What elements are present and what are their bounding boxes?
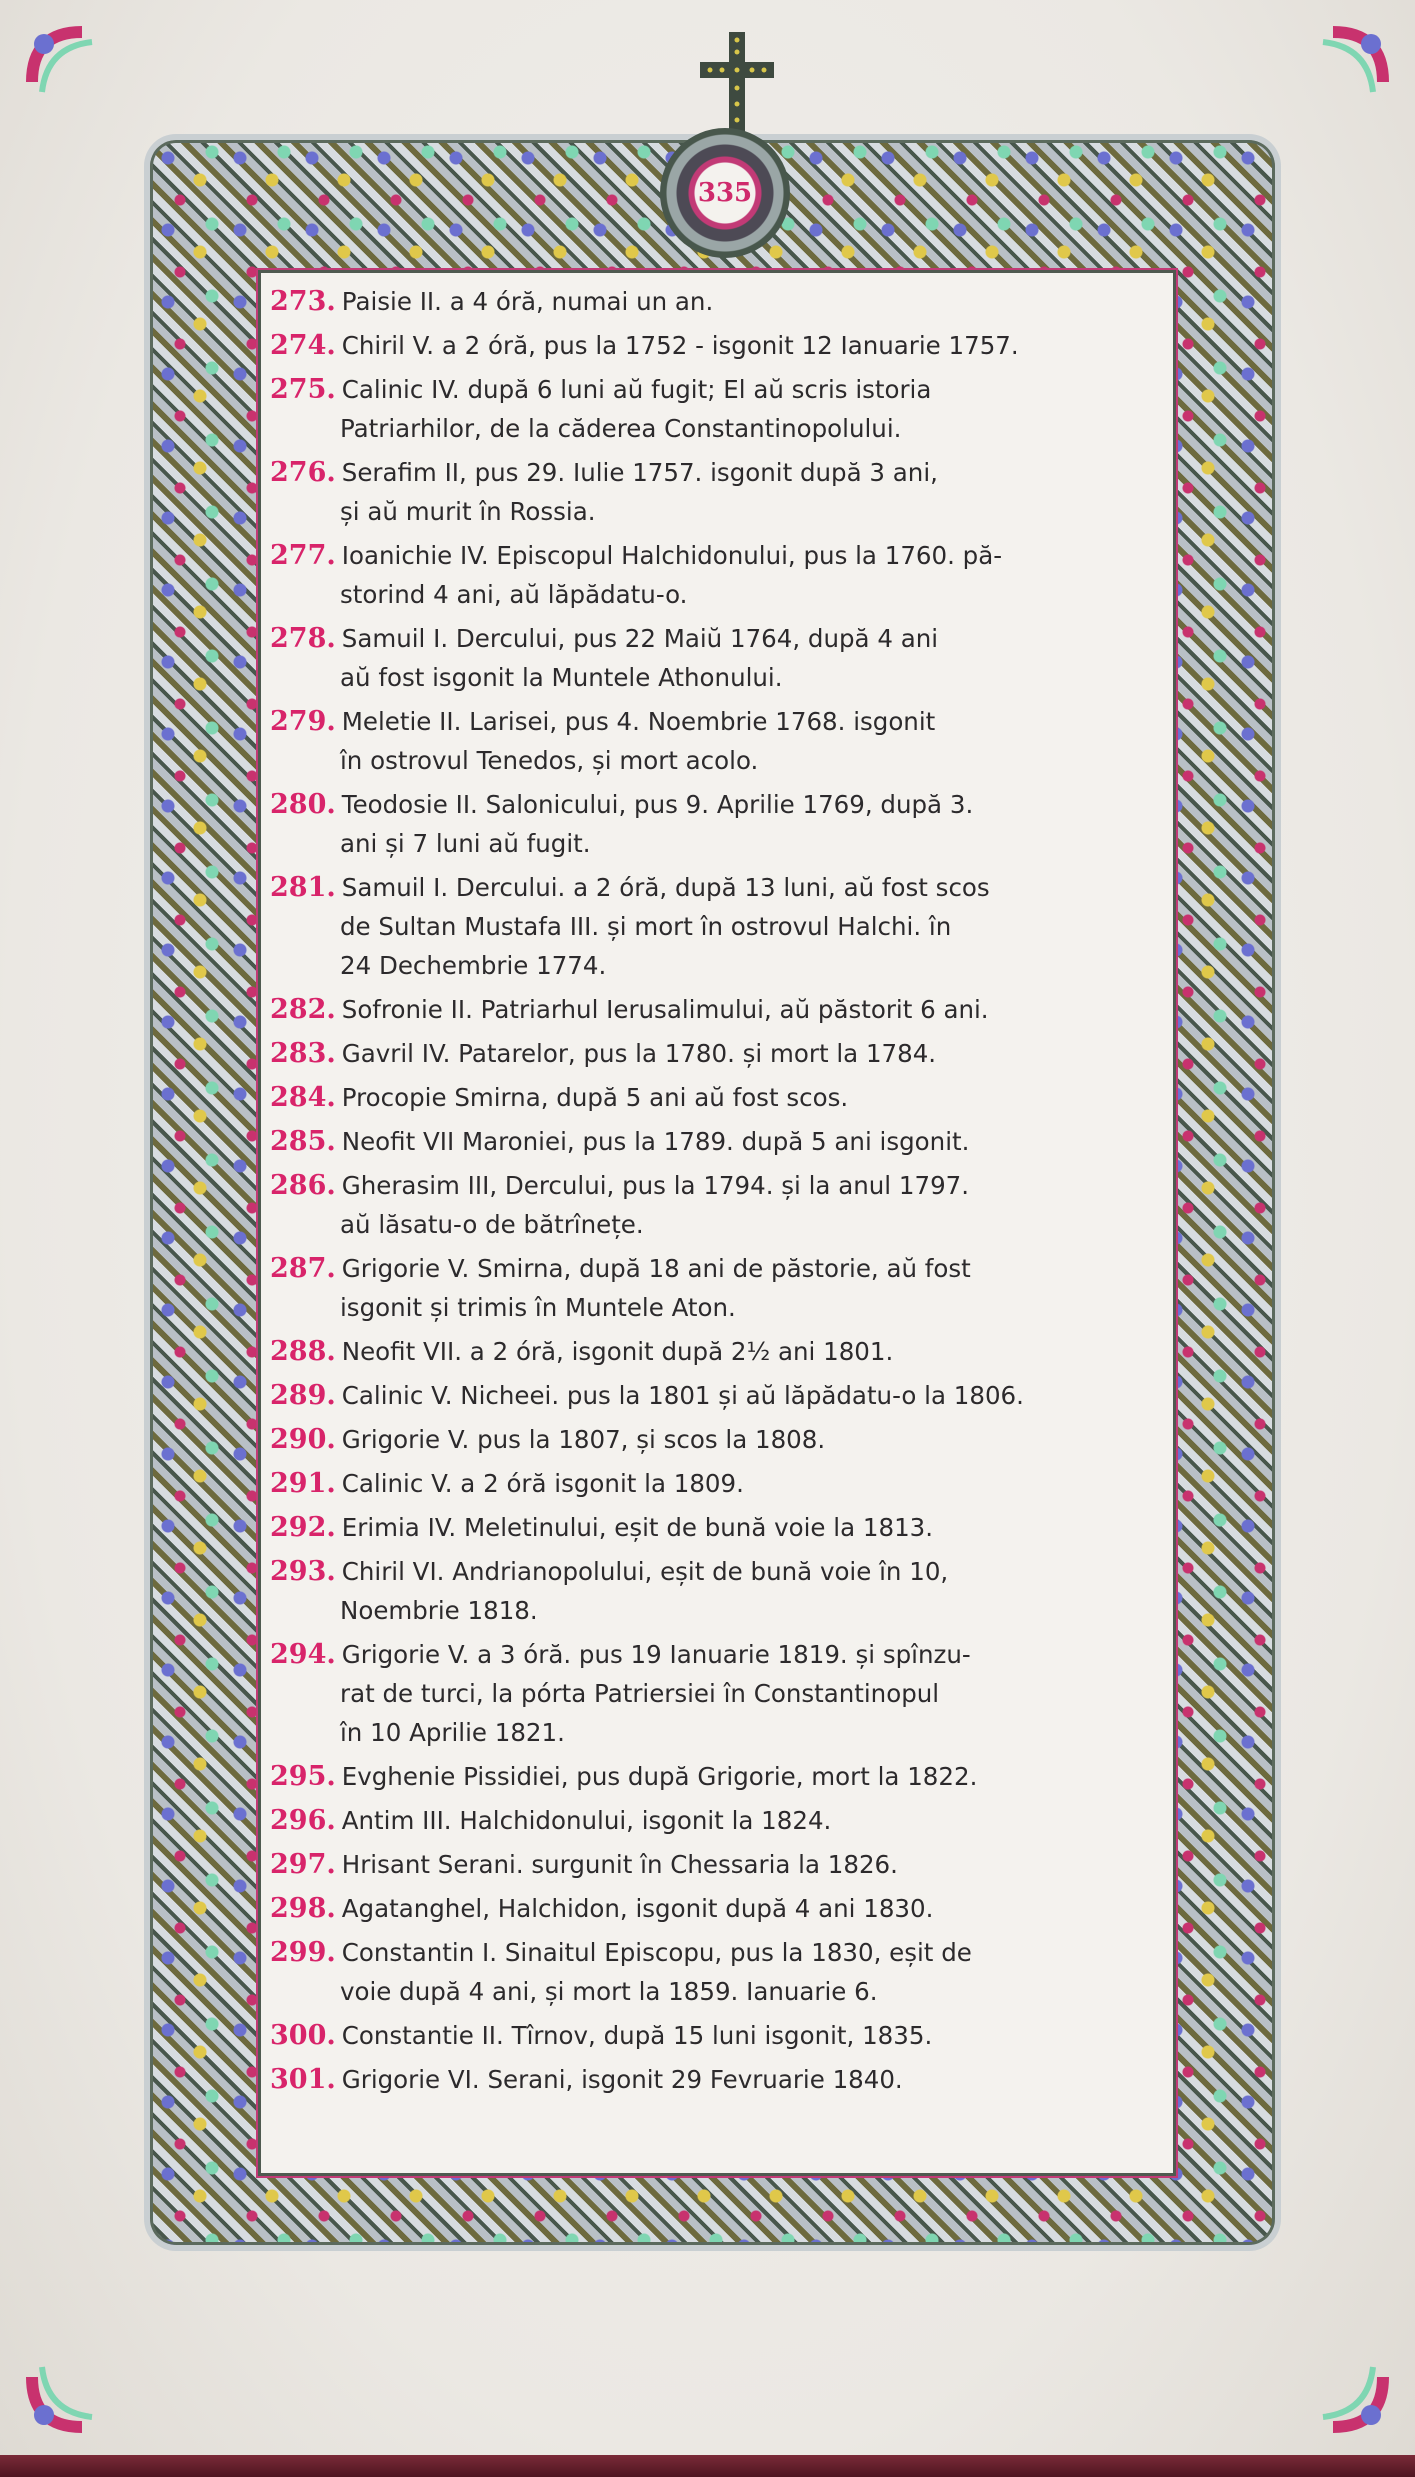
entry-number: 285.	[270, 1126, 336, 1157]
list-item	[270, 785, 1160, 863]
entry-text: Constantin I. Sinaitul Episcopu, pus la 1830, eșit de	[341, 1938, 972, 1967]
entry-text: aŭ fost isgonit la Muntele Athonului.	[340, 663, 783, 692]
list-item	[270, 1034, 1160, 1073]
binding-edge	[0, 2455, 1415, 2477]
page-number: 335	[697, 178, 753, 208]
entry-text: Grigorie V. pus la 1807, și scos la 1808.	[341, 1425, 826, 1454]
list-item	[270, 1122, 1160, 1161]
entry-number: 279.	[270, 706, 336, 737]
list-item	[270, 1757, 1160, 1796]
orthodox-cross-icon	[682, 28, 792, 138]
list-item	[270, 1166, 1160, 1244]
entry-number: 286.	[270, 1170, 336, 1201]
entry-text: aŭ lăsatu-o de bătrînețe.	[340, 1210, 644, 1239]
list-item	[270, 1552, 1160, 1630]
list-item	[270, 1933, 1160, 2011]
list-item	[270, 990, 1160, 1029]
list-item	[270, 619, 1160, 697]
entry-number: 276.	[270, 457, 336, 488]
entry-number: 297.	[270, 1849, 336, 1880]
entry-text: Agatanghel, Halchidon, isgonit după 4 ani 1830.	[341, 1894, 934, 1923]
entry-text: Chiril V. a 2 óră, pus la 1752 - isgonit 12 Ianuarie 1757.	[341, 331, 1019, 360]
page-number-medallion	[660, 128, 790, 258]
entry-text: Paisie II. a 4 óră, numai un an.	[341, 287, 714, 316]
entry-number: 291.	[270, 1468, 336, 1499]
list-item	[270, 453, 1160, 531]
list-item	[270, 2060, 1160, 2099]
list-item	[270, 1376, 1160, 1415]
entry-text: Samuil I. Dercului, pus 22 Maiŭ 1764, după 4 ani	[341, 624, 939, 653]
illuminated-corner-ornament-icon	[22, 2327, 132, 2437]
entry-text: și aŭ murit în Rossia.	[340, 497, 596, 526]
list-item	[270, 1332, 1160, 1371]
entry-text: Patriarhilor, de la căderea Constantinopolului.	[340, 414, 902, 443]
entry-text: de Sultan Mustafa III. și mort în ostrovul Halchi. în	[340, 912, 952, 941]
list-item	[270, 2016, 1160, 2055]
entry-text: Noembrie 1818.	[340, 1596, 538, 1625]
entry-number: 273.	[270, 286, 336, 317]
entry-text: Antim III. Halchidonului, isgonit la 1824.	[341, 1806, 832, 1835]
entry-text: Teodosie II. Salonicului, pus 9. Aprilie 1769, după 3.	[341, 790, 974, 819]
list-item	[270, 536, 1160, 614]
list-item	[270, 1078, 1160, 1117]
entry-text: isgonit și trimis în Muntele Aton.	[340, 1293, 736, 1322]
entry-text: Grigorie VI. Serani, isgonit 29 Fevruarie 1840.	[341, 2065, 903, 2094]
entry-text: Calinic V. Nicheei. pus la 1801 și aŭ lăpădatu-o la 1806.	[341, 1381, 1024, 1410]
entry-text: Gavril IV. Patarelor, pus la 1780. și mort la 1784.	[341, 1039, 937, 1068]
list-item	[270, 370, 1160, 448]
entry-number: 300.	[270, 2020, 336, 2051]
list-item	[270, 282, 1160, 321]
list-item	[270, 1249, 1160, 1327]
entry-text: rat de turci, la pórta Patriersiei în Constantinopul	[340, 1679, 940, 1708]
entry-text: Neofit VII. a 2 óră, isgonit după 2½ ani 1801.	[341, 1337, 894, 1366]
list-item	[270, 1845, 1160, 1884]
entry-text: Gherasim III, Dercului, pus la 1794. și la anul 1797.	[341, 1171, 970, 1200]
list-item	[270, 868, 1160, 985]
entry-number: 298.	[270, 1893, 336, 1924]
entry-text: Meletie II. Larisei, pus 4. Noembrie 1768. isgonit	[341, 707, 936, 736]
entry-text: Calinic IV. după 6 luni aŭ fugit; El aŭ scris istoria	[341, 375, 932, 404]
entry-text: storind 4 ani, aŭ lăpădatu-o.	[340, 580, 688, 609]
patriarch-list	[270, 282, 1160, 2104]
list-item	[270, 1420, 1160, 1459]
list-item	[270, 1635, 1160, 1752]
entry-number: 275.	[270, 374, 336, 405]
entry-text: Calinic V. a 2 óră isgonit la 1809.	[341, 1469, 744, 1498]
illuminated-corner-ornament-icon	[1283, 2327, 1393, 2437]
list-item	[270, 326, 1160, 365]
list-item	[270, 1801, 1160, 1840]
entry-text: Grigorie V. a 3 óră. pus 19 Ianuarie 1819. și spînzu-	[341, 1640, 971, 1669]
entry-number: 293.	[270, 1556, 336, 1587]
entry-number: 282.	[270, 994, 336, 1025]
entry-number: 277.	[270, 540, 336, 571]
list-item	[270, 1508, 1160, 1547]
entry-text: Neofit VII Maroniei, pus la 1789. după 5 ani isgonit.	[341, 1127, 970, 1156]
entry-number: 283.	[270, 1038, 336, 1069]
entry-number: 288.	[270, 1336, 336, 1367]
entry-text: Constantie II. Tîrnov, după 15 luni isgonit, 1835.	[341, 2021, 933, 2050]
entry-number: 299.	[270, 1937, 336, 1968]
list-item	[270, 1889, 1160, 1928]
entry-number: 274.	[270, 330, 336, 361]
entry-text: Serafim II, pus 29. Iulie 1757. isgonit după 3 ani,	[341, 458, 938, 487]
entry-text: Ioanichie IV. Episcopul Halchidonului, pus la 1760. pă-	[341, 541, 1003, 570]
entry-number: 295.	[270, 1761, 336, 1792]
entry-number: 281.	[270, 872, 336, 903]
list-item	[270, 1464, 1160, 1503]
list-item	[270, 702, 1160, 780]
entry-number: 289.	[270, 1380, 336, 1411]
illuminated-corner-ornament-icon	[22, 22, 132, 132]
entry-text: în 10 Aprilie 1821.	[340, 1718, 565, 1747]
entry-text: Chiril VI. Andrianopolului, eșit de bună voie în 10,	[341, 1557, 949, 1586]
entry-text: Grigorie V. Smirna, după 18 ani de păstorie, aŭ fost	[341, 1254, 971, 1283]
entry-text: Sofronie II. Patriarhul Ierusalimului, aŭ păstorit 6 ani.	[341, 995, 989, 1024]
entry-text: în ostrovul Tenedos, și mort acolo.	[340, 746, 759, 775]
entry-number: 292.	[270, 1512, 336, 1543]
illuminated-corner-ornament-icon	[1283, 22, 1393, 132]
entry-number: 280.	[270, 789, 336, 820]
entry-number: 294.	[270, 1639, 336, 1670]
entry-text: Hrisant Serani. surgunit în Chessaria la 1826.	[341, 1850, 898, 1879]
entry-text: Procopie Smirna, după 5 ani aŭ fost scos.	[341, 1083, 849, 1112]
entry-text: 24 Dechembrie 1774.	[340, 951, 607, 980]
entry-number: 290.	[270, 1424, 336, 1455]
entry-number: 287.	[270, 1253, 336, 1284]
entry-number: 301.	[270, 2064, 336, 2095]
entry-number: 284.	[270, 1082, 336, 1113]
entry-number: 296.	[270, 1805, 336, 1836]
entry-text: Samuil I. Dercului. a 2 óră, după 13 luni, aŭ fost scos	[341, 873, 990, 902]
entry-text: Erimia IV. Meletinului, eșit de bună voie la 1813.	[341, 1513, 934, 1542]
entry-number: 278.	[270, 623, 336, 654]
entry-text: Evghenie Pissidiei, pus după Grigorie, mort la 1822.	[341, 1762, 978, 1791]
entry-text: voie după 4 ani, și mort la 1859. Ianuarie 6.	[340, 1977, 878, 2006]
entry-text: ani și 7 luni aŭ fugit.	[340, 829, 591, 858]
